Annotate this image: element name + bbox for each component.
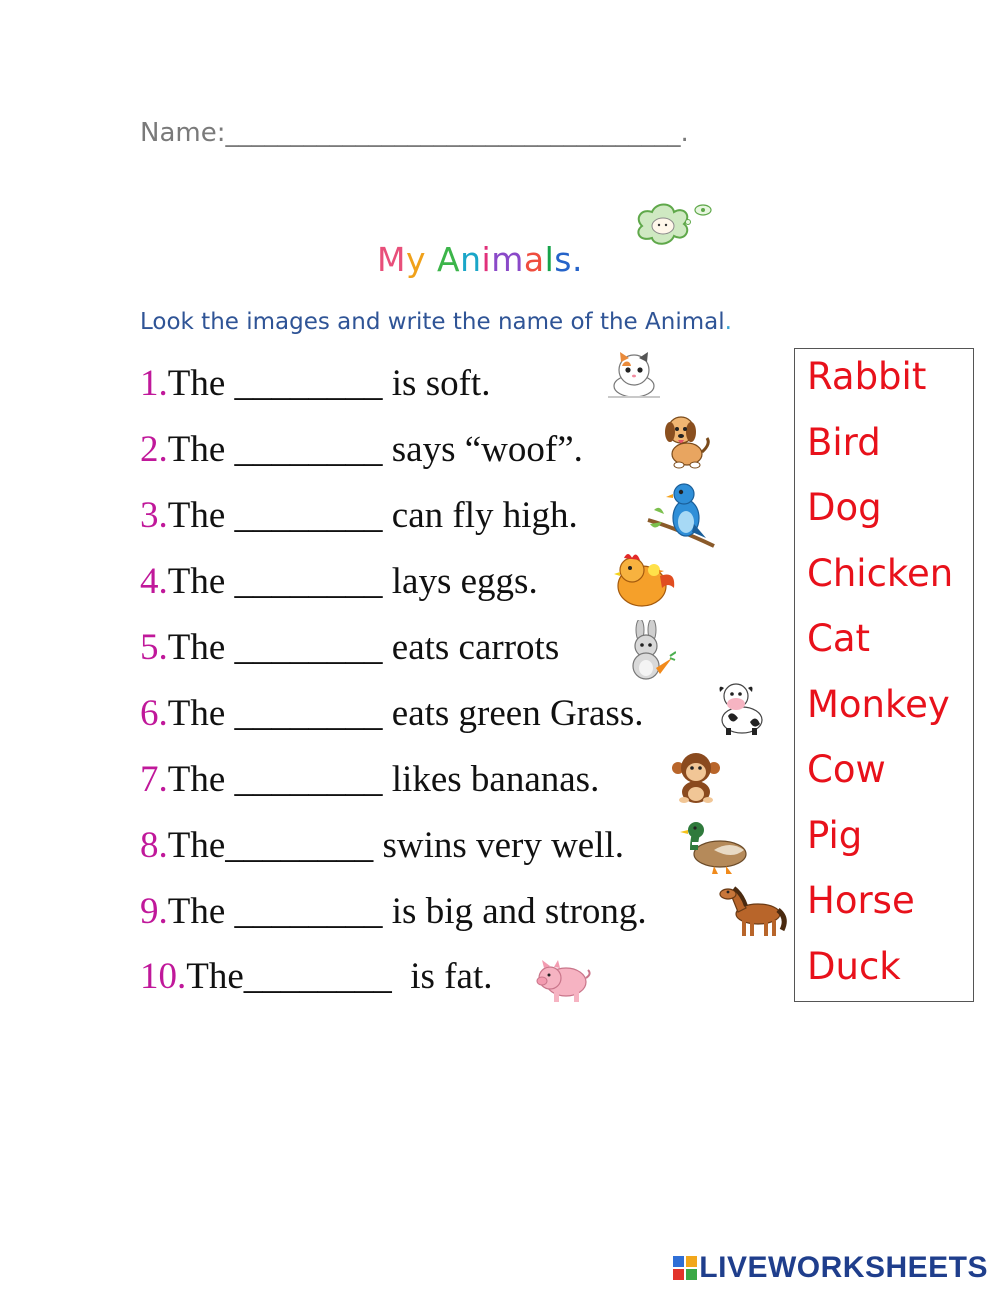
word-bank-item: Chicken	[807, 551, 954, 595]
title-letter	[426, 240, 437, 279]
title-letter: A	[437, 240, 461, 279]
question-number: 1.	[140, 363, 168, 404]
question-text: The ________ eats green Grass.	[167, 693, 644, 734]
question-text: The ________ is soft.	[167, 363, 491, 404]
question-item	[140, 824, 624, 874]
question-number: 7.	[140, 759, 168, 800]
cow-icon	[712, 678, 770, 736]
question-item	[140, 560, 538, 610]
question-item	[140, 692, 643, 742]
question-text: The ________ likes bananas.	[167, 759, 600, 800]
question-item	[140, 494, 578, 544]
pig-icon	[534, 958, 592, 1004]
word-bank-item: Monkey	[807, 682, 950, 726]
question-text: The________ is fat.	[186, 956, 493, 997]
question-number: 2.	[140, 429, 168, 470]
title-letter: n	[460, 240, 482, 279]
dog-icon	[657, 412, 713, 470]
word-bank-item: Duck	[807, 944, 901, 988]
liveworksheets-logo-icon	[673, 1256, 697, 1280]
chicken-icon	[610, 548, 678, 612]
question-number: 8.	[140, 825, 168, 866]
question-item	[140, 890, 647, 940]
horse-icon	[716, 884, 790, 940]
rabbit-icon	[620, 620, 676, 682]
bird-icon	[646, 480, 718, 552]
instruction-text: Look the images and write the name of the Animal.	[140, 309, 732, 335]
question-text: The ________ eats carrots	[167, 627, 560, 668]
title-letter: y	[405, 240, 427, 279]
question-text: The ________ says “woof”.	[167, 429, 583, 470]
question-number: 9.	[140, 891, 168, 932]
title-letter: M	[377, 240, 406, 279]
title-letter: .	[571, 240, 583, 279]
word-bank-item: Dog	[807, 486, 882, 529]
question-item	[140, 626, 559, 676]
question-text: The ________ lays eggs.	[167, 561, 538, 602]
title-letter: l	[544, 240, 555, 279]
worksheet-title	[377, 240, 583, 279]
question-number: 5.	[140, 627, 168, 668]
question-item	[140, 758, 599, 808]
name-field-label: Name:___________________________________.	[140, 118, 689, 148]
word-bank-item: Horse	[807, 879, 915, 922]
word-bank-item: Cow	[807, 748, 886, 791]
word-bank-item: Pig	[807, 813, 863, 857]
question-number: 4.	[140, 561, 168, 602]
question-number: 6.	[140, 693, 168, 734]
cat-icon	[604, 350, 662, 400]
title-letter: m	[491, 240, 524, 279]
word-bank-item: Bird	[807, 420, 881, 464]
brand-logo: LIVEWORKSHEETS	[673, 1253, 988, 1283]
monkey-icon	[668, 748, 724, 804]
title-letter: i	[481, 240, 492, 279]
question-text: The ________ is big and strong.	[167, 891, 647, 932]
word-bank-box	[794, 348, 974, 1002]
question-number: 3.	[140, 495, 168, 536]
word-bank-item: Rabbit	[807, 355, 927, 398]
title-letter: a	[523, 240, 545, 279]
question-item	[140, 428, 583, 478]
question-text: The ________ can fly high.	[167, 495, 578, 536]
title-letter: s	[554, 240, 572, 279]
question-item	[140, 362, 490, 412]
question-number: 10.	[140, 956, 187, 997]
question-text: The________ swins very well.	[167, 825, 625, 866]
question-item	[140, 955, 492, 1005]
duck-icon	[680, 820, 750, 876]
word-bank-item: Cat	[807, 617, 871, 660]
cloud-cat-icon	[628, 196, 718, 256]
